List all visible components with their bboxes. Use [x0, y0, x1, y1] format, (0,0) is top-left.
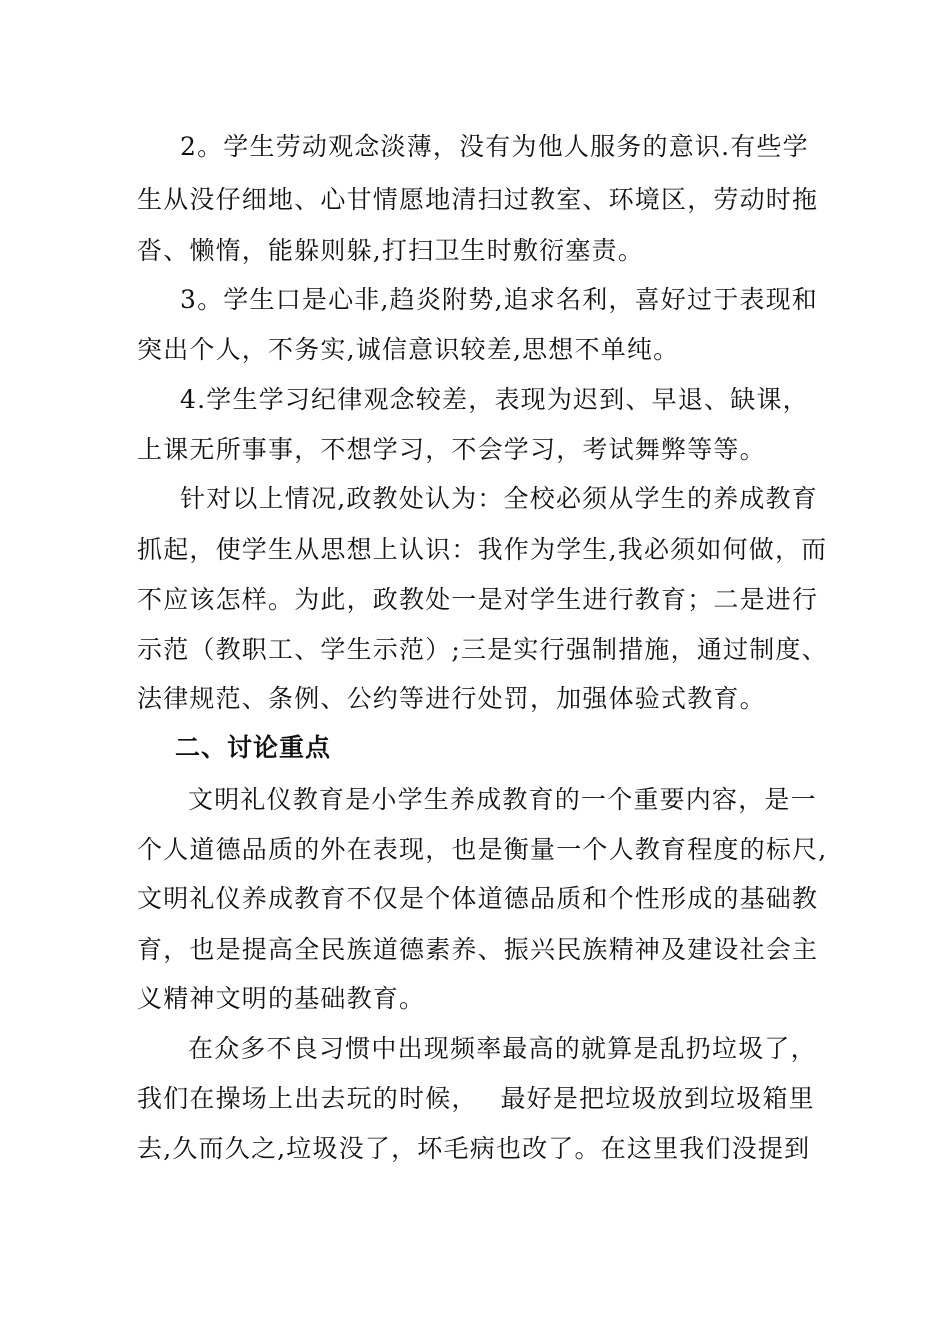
paragraph-line: 在众多不良习惯中出现频率最高的就算是乱扔垃圾了， — [188, 1034, 817, 1063]
paragraph-line: 文明礼仪养成教育不仅是个体道德品质和个性形成的基础教 — [137, 884, 819, 913]
paragraph-line: 个人道德品质的外在表现，也是衡量一个人教育程度的标尺, — [137, 835, 828, 864]
paragraph-line: 文明礼仪教育是小学生养成教育的一个重要内容，是一 — [188, 785, 817, 814]
paragraph-line: 沓、懒惰，能躲则躲,打扫卫生时敷衍塞责。 — [137, 236, 644, 265]
paragraph-line: 去,久而久之,垃圾没了，坏毛病也改了。在这里我们没提到 — [137, 1134, 811, 1163]
paragraph-line: 我们在操场上出去玩的时候， 最好是把垃圾放到垃圾箱里 — [137, 1084, 815, 1113]
paragraph-line: 义精神文明的基础教育。 — [137, 984, 426, 1013]
paragraph-line: 育，也是提高全民族道德素养、振兴民族精神及建设社会主 — [137, 935, 819, 964]
paragraph-line: 针对以上情况,政教处认为：全校必须从学生的养成教育 — [180, 484, 818, 513]
paragraph-line: 上课无所事事，不想学习，不会学习，考试舞弊等等。 — [137, 435, 766, 464]
paragraph-line: 突出个人，不务实,诚信意识较差,思想不单纯。 — [137, 335, 680, 364]
paragraph-line: 4.学生学习纪律观念较差，表现为迟到、早退、缺课， — [180, 385, 809, 414]
paragraph-line: 示范（教职工、学生示范）;三是实行强制措施，通过制度、 — [137, 635, 828, 664]
paragraph-line: 抓起，使学生从思想上认识：我作为学生,我必须如何做，而 — [137, 535, 828, 564]
paragraph-line: 3。学生口是心非,趋炎附势,追求名利，喜好过于表现和 — [180, 285, 819, 314]
paragraph-line: 法律规范、条例、公约等进行处罚，加强体验式教育。 — [137, 684, 766, 713]
paragraph-line: 生从没仔细地、心甘情愿地清扫过教室、环境区，劳动时拖 — [137, 185, 819, 214]
section-heading: 二、讨论重点 — [175, 733, 332, 762]
paragraph-line: 2。学生劳动观念淡薄，没有为他人服务的意识.有些学 — [180, 132, 809, 161]
paragraph-line: 不应该怎样。为此，政教处一是对学生进行教育；二是进行 — [137, 585, 819, 614]
